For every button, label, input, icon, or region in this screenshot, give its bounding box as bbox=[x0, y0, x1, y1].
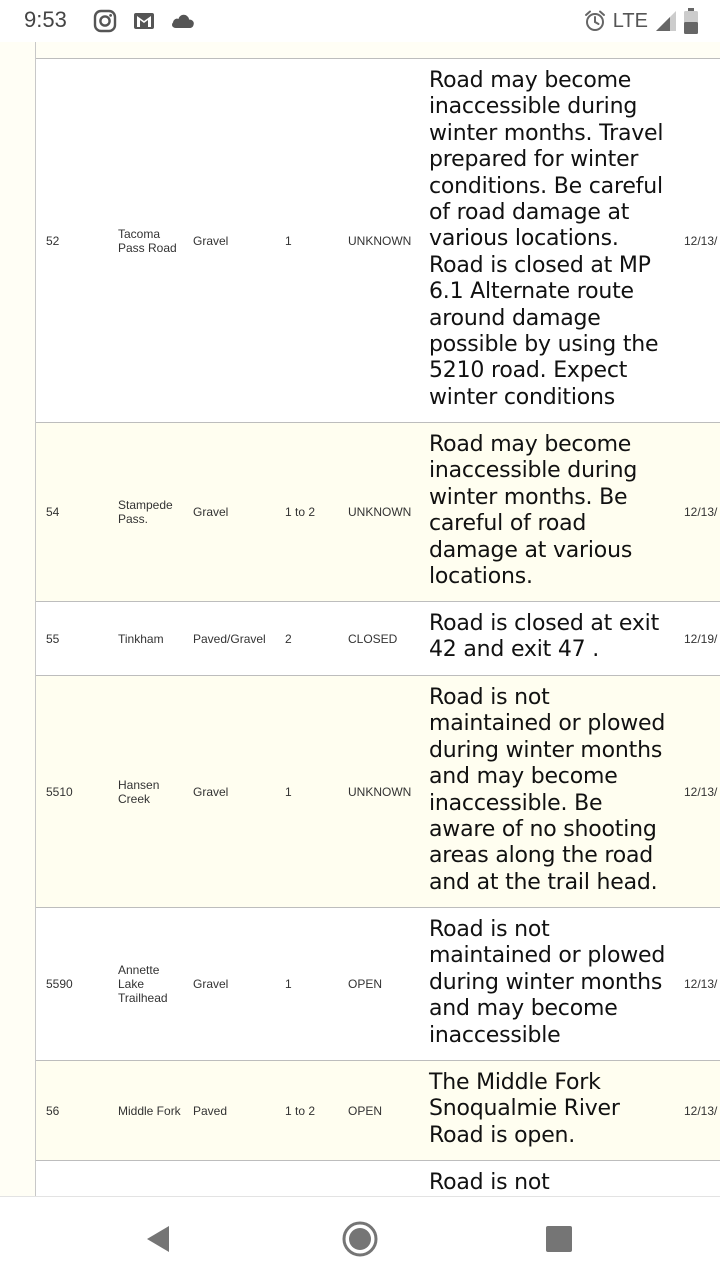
road-date: 12/13/ bbox=[684, 977, 718, 991]
instagram-icon bbox=[93, 9, 117, 33]
road-number: 5510 bbox=[46, 784, 73, 799]
road-conditions: Road may become inaccessible during winter months. Travel prepared for winter conditions. Be careful of road damage at various locations. Road is closed at MP 6.1 Alternate route around damage possible by using the 5210 road. Expect winter conditions bbox=[429, 68, 664, 410]
road-surface: Paved/Gravel bbox=[193, 631, 266, 646]
navigation-bar bbox=[0, 1196, 720, 1281]
network-type: LTE bbox=[612, 9, 648, 32]
road-name: Tinkham bbox=[118, 631, 164, 646]
road-lanes: 2 bbox=[285, 631, 292, 646]
road-lanes: 1 bbox=[285, 233, 292, 248]
road-lanes: 1 to 2 bbox=[285, 1103, 316, 1118]
cloud-icon bbox=[170, 9, 196, 33]
road-surface: Gravel bbox=[193, 233, 229, 248]
table-row bbox=[36, 1061, 720, 1161]
road-name: Hansen Creek bbox=[118, 777, 160, 806]
road-name: Annette Lake Trailhead bbox=[118, 963, 168, 1005]
road-date: 12/13/ bbox=[684, 505, 718, 519]
road-name: Middle Fork bbox=[118, 1103, 181, 1118]
gmail-icon bbox=[132, 9, 156, 33]
road-surface: Gravel bbox=[193, 784, 229, 799]
table-row bbox=[36, 908, 720, 1061]
table-row bbox=[36, 602, 720, 676]
road-conditions: Road may become inaccessible during winter months. Be careful of road damage at various locations. bbox=[429, 432, 638, 590]
road-number: 54 bbox=[46, 505, 60, 519]
road-status: UNKNOWN bbox=[348, 784, 412, 799]
road-number: 5590 bbox=[46, 977, 73, 991]
road-status: CLOSED bbox=[348, 631, 398, 646]
road-status-table[interactable] bbox=[36, 59, 720, 1196]
road-number: 52 bbox=[46, 233, 60, 248]
road-conditions: Road is closed at exit 42 and exit 47 . bbox=[429, 611, 659, 663]
status-right bbox=[583, 6, 698, 36]
back-icon[interactable] bbox=[137, 1217, 181, 1261]
road-number: 55 bbox=[46, 631, 60, 646]
road-lanes: 1 to 2 bbox=[285, 505, 316, 519]
road-date: 12/13/ bbox=[684, 784, 718, 799]
road-status: UNKNOWN bbox=[348, 233, 412, 248]
road-status: UNKNOWN bbox=[348, 505, 412, 519]
table-row bbox=[36, 676, 720, 908]
status-time: 9:53 bbox=[24, 7, 67, 32]
recents-icon[interactable] bbox=[537, 1217, 581, 1261]
road-conditions: The Middle Fork Snoqualmie River Road is open. bbox=[429, 1070, 620, 1148]
signal-icon bbox=[654, 9, 678, 33]
previous-row-edge bbox=[36, 42, 720, 59]
status-bar bbox=[0, 0, 720, 42]
table-row bbox=[36, 59, 720, 423]
road-surface: Paved bbox=[193, 1103, 228, 1118]
road-conditions: Road is not maintained or plowed during winter months and may become inaccessible bbox=[429, 917, 666, 1048]
battery-icon bbox=[684, 8, 698, 34]
road-surface: Gravel bbox=[193, 977, 229, 991]
road-name: Tacoma Pass Road bbox=[118, 226, 177, 255]
road-conditions: Road is not bbox=[429, 1170, 550, 1195]
home-icon[interactable] bbox=[338, 1217, 382, 1261]
road-date: 12/19/ bbox=[684, 631, 718, 646]
page-left-margin bbox=[0, 42, 36, 1196]
road-number: 56 bbox=[46, 1103, 60, 1118]
road-name: Stampede Pass. bbox=[118, 498, 173, 526]
road-lanes: 1 bbox=[285, 977, 292, 991]
table-row bbox=[36, 423, 720, 602]
road-date: 12/13/ bbox=[684, 233, 718, 248]
alarm-icon bbox=[583, 9, 607, 33]
road-conditions: Road is not maintained or plowed during winter months and may become inaccessible. Be aware of no shooting areas along the road and at the trail head. bbox=[429, 685, 666, 895]
road-surface: Gravel bbox=[193, 505, 229, 519]
road-status: OPEN bbox=[348, 1103, 383, 1118]
road-lanes: 1 bbox=[285, 784, 292, 799]
road-status: OPEN bbox=[348, 977, 383, 991]
road-date: 12/13/ bbox=[684, 1103, 718, 1118]
